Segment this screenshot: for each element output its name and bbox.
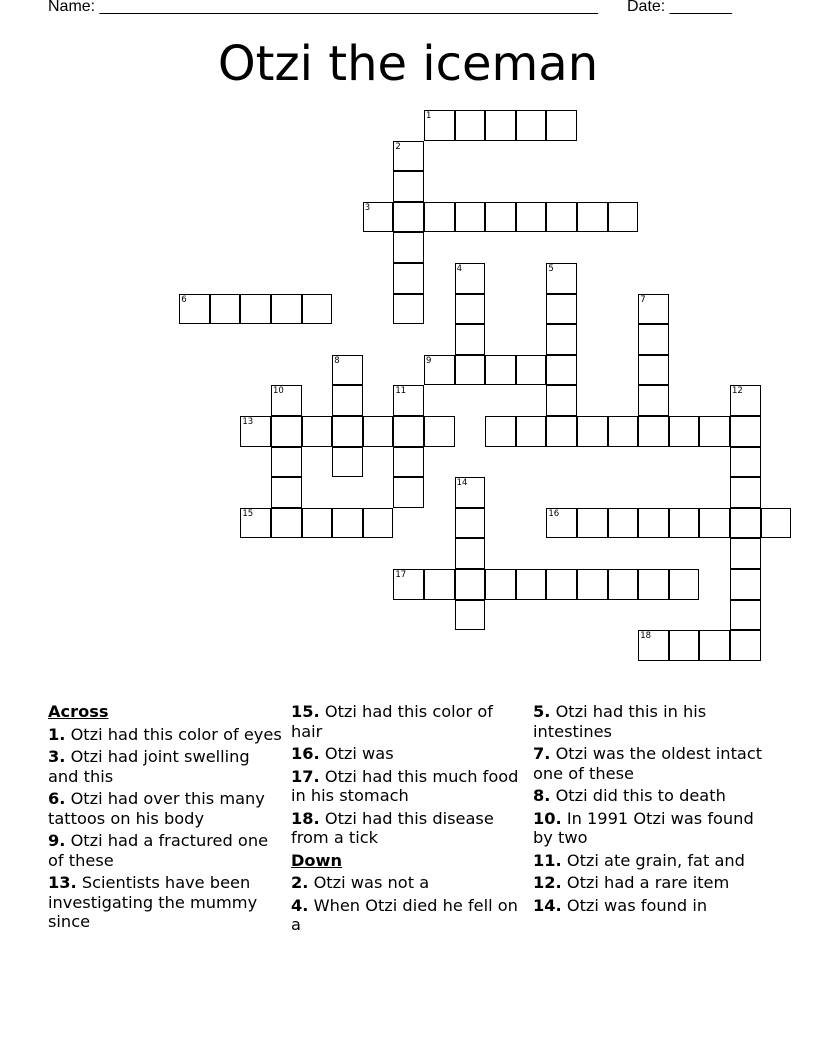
clue-number: 10	[273, 386, 284, 397]
grid-cell[interactable]	[393, 477, 424, 508]
clue-item-text: Otzi ate grain, fat and	[561, 850, 745, 870]
grid-cell[interactable]	[669, 508, 700, 539]
grid-cell[interactable]	[485, 355, 516, 386]
grid-cell[interactable]	[393, 385, 424, 416]
grid-cell[interactable]	[638, 508, 669, 539]
grid-cell[interactable]	[546, 324, 577, 355]
clue-item-text: Otzi had a rare item	[561, 873, 730, 892]
grid-cell[interactable]	[546, 508, 577, 539]
clue-number: 14	[456, 478, 468, 489]
grid-cell[interactable]	[424, 110, 455, 141]
grid-cell[interactable]	[424, 416, 455, 447]
grid-cell[interactable]	[638, 385, 669, 416]
grid-cell[interactable]	[424, 202, 455, 233]
grid-cell[interactable]	[485, 110, 516, 141]
grid-cell[interactable]	[699, 416, 730, 447]
clue-item-number: 3.	[48, 747, 66, 766]
grid-cell[interactable]	[271, 416, 302, 447]
clue-column-3	[533, 702, 765, 918]
clue-item	[533, 873, 765, 893]
grid-cell[interactable]	[302, 416, 333, 447]
grid-cell[interactable]	[546, 355, 577, 386]
clue-item-number: 14.	[533, 895, 562, 915]
clue-item	[291, 873, 523, 893]
grid-cell[interactable]	[516, 355, 547, 386]
clue-number: 1	[426, 111, 432, 121]
grid-cell[interactable]	[393, 171, 424, 202]
grid-cell[interactable]	[730, 538, 761, 569]
clue-item-text: When Otzi died he fell on a	[291, 895, 518, 934]
grid-cell[interactable]	[455, 263, 486, 294]
clue-item	[48, 789, 282, 828]
clue-item	[291, 767, 523, 806]
grid-cell[interactable]	[638, 569, 669, 600]
clue-number: 18	[640, 631, 652, 642]
clue-number: 13	[242, 417, 254, 427]
clue-item	[48, 725, 282, 745]
clue-column-2	[291, 702, 523, 938]
grid-cell[interactable]	[332, 385, 363, 416]
grid-cell[interactable]	[730, 447, 761, 478]
clue-item-text: Otzi was not a	[308, 873, 430, 892]
clue-item-text: Otzi was found in	[561, 895, 708, 915]
clue-item	[533, 809, 765, 848]
grid-cell[interactable]	[577, 508, 608, 539]
grid-cell[interactable]	[577, 416, 608, 447]
grid-cell[interactable]	[761, 508, 792, 539]
clue-number: 5	[548, 264, 554, 274]
grid-cell[interactable]	[363, 508, 394, 539]
grid-cell[interactable]	[730, 569, 761, 600]
grid-cell[interactable]	[332, 447, 363, 478]
grid-cell[interactable]	[240, 294, 271, 325]
grid-cell[interactable]	[332, 508, 363, 539]
grid-cell[interactable]	[669, 630, 700, 661]
clue-item-text: Otzi had this color of eyes	[65, 724, 282, 744]
grid-cell[interactable]	[485, 202, 516, 233]
clue-item-text: Otzi had joint swelling and this	[48, 747, 250, 786]
clue-item	[291, 702, 523, 741]
clue-item-number: 16.	[291, 744, 320, 763]
grid-cell[interactable]	[546, 385, 577, 416]
clue-item-text: Otzi had over this many tattoos on his body	[48, 789, 265, 828]
grid-cell[interactable]	[455, 202, 486, 233]
grid-cell[interactable]	[669, 416, 700, 447]
clue-number: 12	[732, 386, 743, 397]
clue-item-number: 9.	[48, 831, 66, 850]
grid-cell[interactable]	[730, 600, 761, 631]
clue-item	[533, 896, 765, 916]
date-field-label: Date: _______	[627, 0, 732, 15]
grid-cell[interactable]	[455, 294, 486, 325]
grid-cell[interactable]	[577, 202, 608, 233]
puzzle-title: Otzi the iceman	[217, 36, 599, 92]
clue-section-heading: Down	[291, 850, 343, 870]
clue-item	[48, 873, 282, 932]
clue-item	[533, 702, 765, 741]
grid-cell[interactable]	[638, 416, 669, 447]
grid-cell[interactable]	[179, 294, 210, 325]
grid-cell[interactable]	[271, 477, 302, 508]
grid-cell[interactable]	[546, 110, 577, 141]
grid-cell[interactable]	[455, 324, 486, 355]
grid-cell[interactable]	[546, 202, 577, 233]
grid-cell[interactable]	[455, 355, 486, 386]
grid-cell[interactable]	[669, 569, 700, 600]
grid-cell[interactable]	[516, 202, 547, 233]
grid-cell[interactable]	[455, 600, 486, 631]
clue-number: 3	[364, 202, 371, 213]
grid-cell[interactable]	[608, 416, 639, 447]
grid-cell[interactable]	[393, 569, 424, 600]
clue-item-number: 12.	[533, 873, 562, 892]
clue-item	[533, 744, 765, 783]
grid-cell[interactable]	[302, 294, 333, 325]
grid-cell[interactable]	[424, 355, 455, 386]
clue-item	[291, 744, 523, 764]
grid-cell[interactable]	[608, 569, 639, 600]
clue-number: 6	[181, 294, 187, 305]
clue-column-1	[48, 702, 282, 935]
clue-number: 16	[548, 508, 560, 519]
grid-cell[interactable]	[271, 385, 302, 416]
grid-cell[interactable]	[240, 508, 271, 539]
grid-cell[interactable]	[393, 447, 424, 478]
clue-item-number: 13.	[48, 873, 77, 892]
clue-item-text: Otzi had this disease from a tick	[291, 808, 494, 847]
grid-cell[interactable]	[730, 477, 761, 508]
grid-cell[interactable]	[210, 294, 241, 325]
clue-item	[291, 896, 523, 935]
clue-item	[48, 747, 282, 786]
grid-cell[interactable]	[730, 385, 761, 416]
clue-item	[291, 809, 523, 848]
grid-cell[interactable]	[393, 294, 424, 325]
grid-cell[interactable]	[608, 202, 639, 233]
clue-item-number: 10.	[533, 808, 562, 828]
grid-cell[interactable]	[455, 110, 486, 141]
grid-cell[interactable]	[546, 294, 577, 325]
clue-number: 2	[395, 141, 401, 152]
grid-cell[interactable]	[363, 416, 394, 447]
clue-number: 15	[242, 508, 254, 519]
clue-item-text: Otzi had this much food in his stomach	[291, 766, 519, 805]
clue-item-text: Otzi had this color of hair	[291, 702, 493, 741]
grid-cell[interactable]	[638, 324, 669, 355]
grid-cell[interactable]	[516, 569, 547, 600]
clue-item-number: 4.	[291, 895, 309, 915]
grid-cell[interactable]	[455, 508, 486, 539]
grid-cell[interactable]	[363, 202, 394, 233]
grid-cell[interactable]	[638, 355, 669, 386]
grid-cell[interactable]	[699, 630, 730, 661]
grid-cell[interactable]	[271, 508, 302, 539]
grid-cell[interactable]	[546, 416, 577, 447]
grid-cell[interactable]	[332, 416, 363, 447]
grid-cell[interactable]	[393, 263, 424, 294]
grid-cell[interactable]	[393, 141, 424, 172]
grid-cell[interactable]	[608, 508, 639, 539]
clue-item-number: 7.	[533, 744, 551, 763]
name-field-label: Name: ________________________________________________________	[48, 0, 598, 15]
grid-cell[interactable]	[577, 569, 608, 600]
grid-cell[interactable]	[485, 416, 516, 447]
grid-cell[interactable]	[546, 569, 577, 600]
clue-number: 11	[395, 386, 407, 397]
grid-cell[interactable]	[393, 416, 424, 447]
grid-cell[interactable]	[546, 263, 577, 294]
clue-item-number: 8.	[533, 786, 551, 805]
grid-cell[interactable]	[240, 416, 271, 447]
clue-number: 8	[334, 355, 340, 366]
grid-cell[interactable]	[730, 630, 761, 661]
grid-cell[interactable]	[730, 416, 761, 447]
grid-cell[interactable]	[455, 569, 486, 600]
grid-cell[interactable]	[455, 538, 486, 569]
clue-number: 4	[456, 264, 463, 274]
grid-cell[interactable]	[271, 447, 302, 478]
clue-item	[533, 851, 765, 871]
grid-cell[interactable]	[730, 508, 761, 539]
clue-item	[533, 786, 765, 806]
clue-number: 9	[426, 355, 432, 366]
grid-cell[interactable]	[424, 569, 455, 600]
grid-cell[interactable]	[271, 294, 302, 325]
clue-item-text: Otzi was	[319, 744, 394, 763]
grid-cell[interactable]	[638, 294, 669, 325]
clue-item-number: 2.	[291, 873, 309, 892]
clue-item-text: Otzi did this to death	[550, 786, 726, 805]
clue-number: 17	[395, 570, 407, 580]
grid-cell[interactable]	[638, 630, 669, 661]
grid-cell[interactable]	[699, 508, 730, 539]
clue-item-text: Otzi had a fractured one of these	[48, 831, 269, 870]
clue-item-number: 6.	[48, 789, 66, 808]
clue-item-text: Otzi had this in his intestines	[533, 702, 707, 741]
grid-cell[interactable]	[393, 202, 424, 233]
grid-cell[interactable]	[516, 416, 547, 447]
grid-cell[interactable]	[332, 355, 363, 386]
grid-cell[interactable]	[393, 232, 424, 263]
clue-section-heading: Across	[48, 702, 109, 721]
clue-item-number: 1.	[48, 724, 66, 744]
clue-number: 7	[640, 294, 646, 305]
grid-cell[interactable]	[516, 110, 547, 141]
clue-item-text: In 1991 Otzi was found by two	[533, 808, 754, 847]
clue-item-number: 17.	[291, 766, 320, 786]
clue-item-text: Scientists have been investigating the mummy since	[48, 873, 258, 931]
clue-item-number: 18.	[291, 808, 320, 828]
clue-item-text: Otzi was the oldest intact one of these	[533, 744, 763, 783]
grid-cell[interactable]	[302, 508, 333, 539]
clue-item-number: 11.	[533, 850, 562, 870]
clue-item-number: 5.	[533, 702, 551, 721]
grid-cell[interactable]	[455, 477, 486, 508]
grid-cell[interactable]	[485, 569, 516, 600]
clue-item-number: 15.	[291, 702, 320, 721]
clue-item	[48, 831, 282, 870]
